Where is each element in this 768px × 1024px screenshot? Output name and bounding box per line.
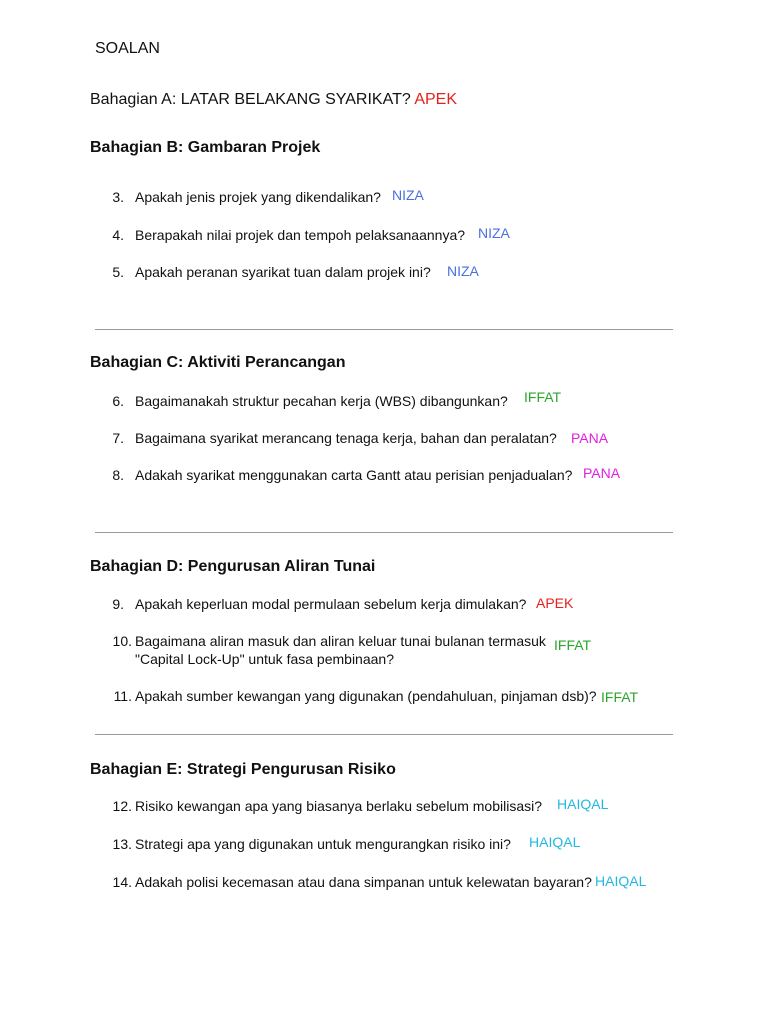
question-number: 12. [112, 798, 132, 814]
assignee-tag: APEK [536, 595, 574, 611]
section-c-heading: Bahagian C: Aktiviti Perancangan [90, 354, 346, 371]
assignee-tag: HAIQAL [529, 834, 581, 850]
question-number: 5. [112, 264, 124, 280]
question-text: Apakah sumber kewangan yang digunakan (pendahuluan, pinjaman dsb)? [135, 688, 597, 704]
section-a-label: Bahagian A: LATAR BELAKANG SYARIKAT? [90, 91, 411, 108]
question-number: 10. [112, 633, 132, 649]
assignee-tag: IFFAT [601, 689, 639, 705]
document-title: SOALAN [95, 40, 160, 57]
section-divider [95, 329, 673, 330]
assignee-tag: PANA [571, 430, 609, 446]
section-divider [95, 532, 673, 533]
question-number: 13. [112, 836, 132, 852]
question-text: Adakah syarikat menggunakan carta Gantt atau perisian penjadualan? [135, 467, 573, 483]
assignee-tag: NIZA [392, 187, 424, 203]
section-b-heading: Bahagian B: Gambaran Projek [90, 139, 321, 156]
question-text: Strategi apa yang digunakan untuk mengurangkan risiko ini? [135, 836, 511, 852]
question-number: 4. [112, 227, 124, 243]
section-divider [95, 734, 673, 735]
question-text: Apakah peranan syarikat tuan dalam projek ini? [135, 264, 431, 280]
question-text: Apakah jenis projek yang dikendalikan? [135, 189, 381, 205]
question-number: 7. [112, 430, 124, 446]
section-d-heading: Bahagian D: Pengurusan Aliran Tunai [90, 558, 376, 575]
section-a-heading [90, 91, 457, 109]
assignee-tag: HAIQAL [595, 873, 647, 889]
question-text: Berapakah nilai projek dan tempoh pelaksanaannya? [135, 227, 466, 243]
question-text: Bagaimana syarikat merancang tenaga kerja, bahan dan peralatan? [135, 430, 557, 446]
question-text: Bagaimana aliran masuk dan aliran keluar tunai bulanan termasuk [135, 633, 546, 649]
question-number: 9. [112, 596, 124, 612]
assignee-tag: IFFAT [554, 637, 592, 653]
assignee-tag: APEK [414, 91, 457, 108]
question-text: Apakah keperluan modal permulaan sebelum kerja dimulakan? [135, 596, 527, 612]
assignee-tag: NIZA [478, 225, 510, 241]
question-number: 11. [113, 688, 132, 704]
assignee-tag: HAIQAL [557, 796, 609, 812]
section-e-heading: Bahagian E: Strategi Pengurusan Risiko [90, 761, 396, 778]
question-number: 6. [112, 393, 124, 409]
question-number: 8. [112, 467, 124, 483]
assignee-tag: NIZA [447, 263, 479, 279]
question-text: Risiko kewangan apa yang biasanya berlaku sebelum mobilisasi? [135, 798, 543, 814]
question-text: Adakah polisi kecemasan atau dana simpanan untuk kelewatan bayaran? [135, 874, 592, 890]
question-text-continued: "Capital Lock-Up" untuk fasa pembinaan? [135, 651, 394, 667]
question-number: 14. [112, 874, 132, 890]
assignee-tag: PANA [583, 465, 621, 481]
question-number: 3. [112, 189, 124, 205]
assignee-tag: IFFAT [524, 389, 562, 405]
question-text: Bagaimanakah struktur pecahan kerja (WBS) dibangunkan? [135, 393, 508, 409]
